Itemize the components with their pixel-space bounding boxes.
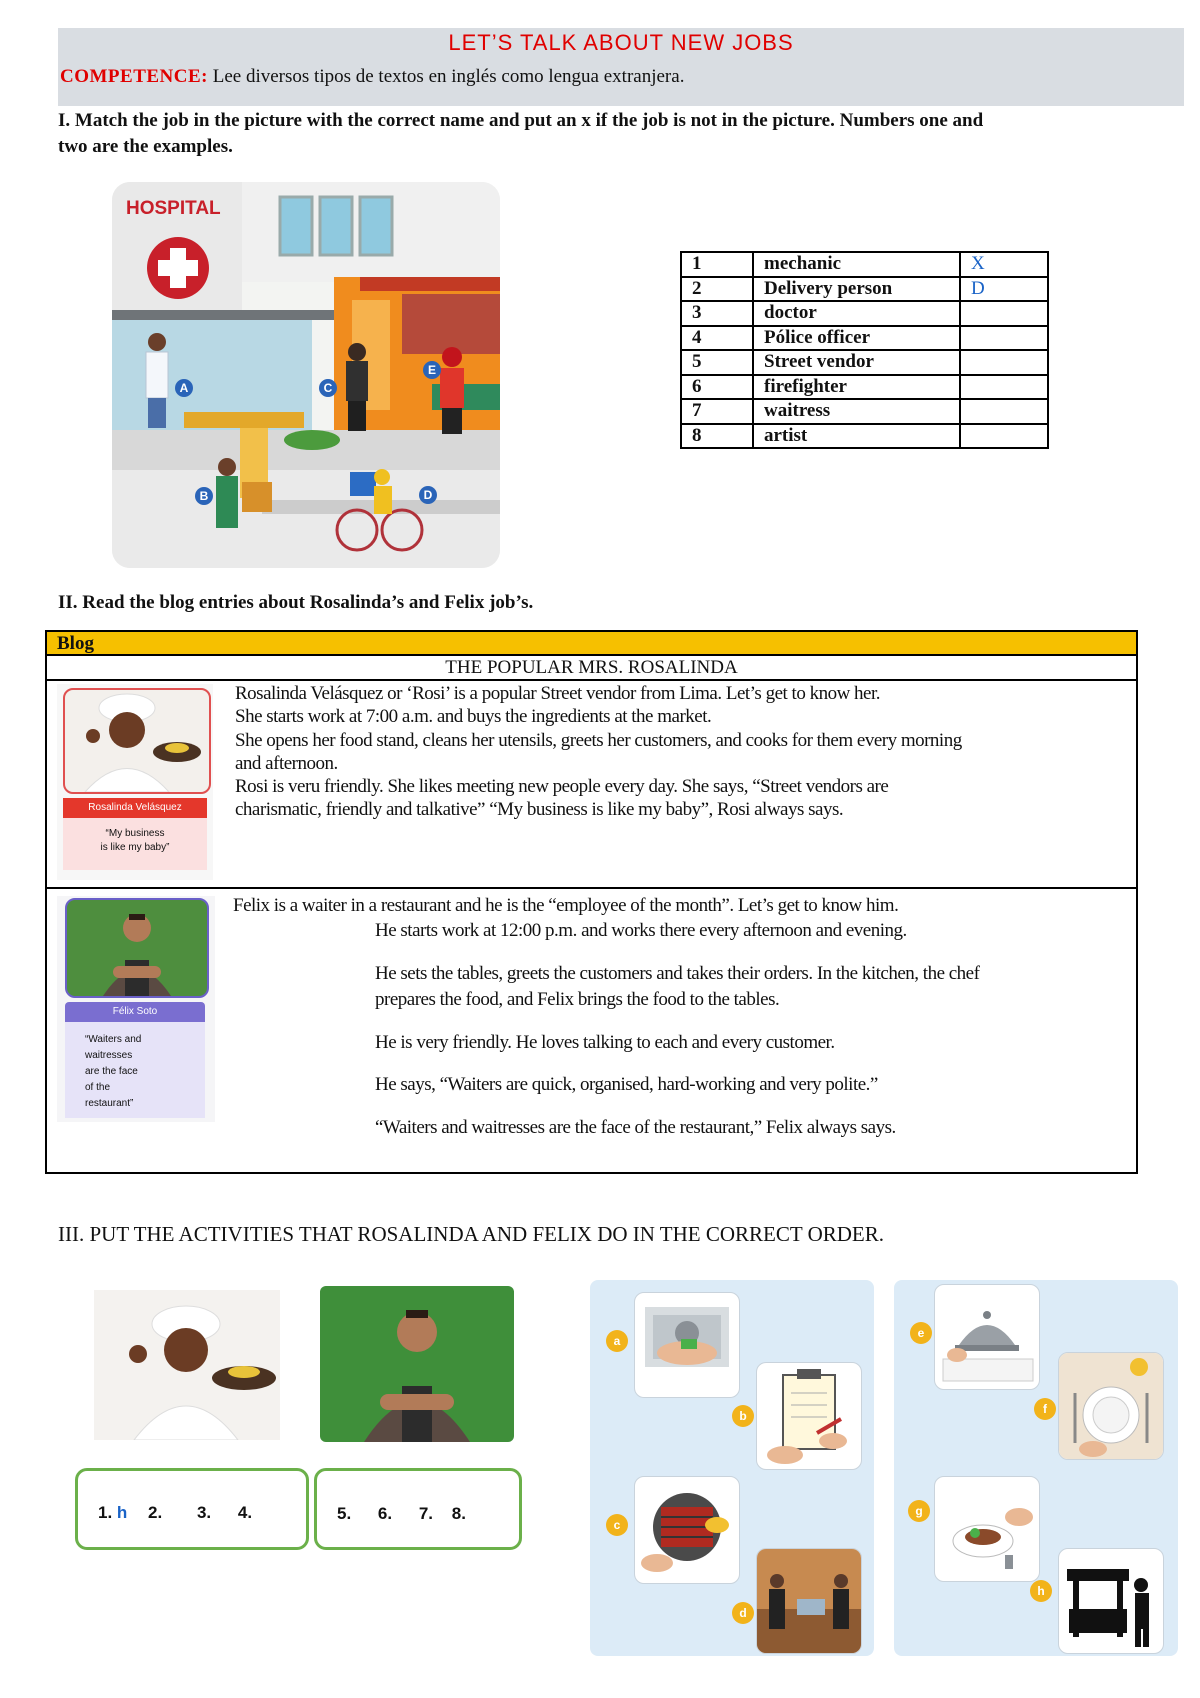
answer-cell[interactable] [960,399,1048,424]
job-name: waitress [753,399,960,424]
row-number: 6 [681,375,753,400]
felix-paragraph-4: He says, “Waiters are quick, organised, hard-working and very polite.” [375,1074,878,1095]
marker-e-label: E [427,363,437,377]
rosalinda-quote-line: “My business [105,828,165,839]
activity-badge-g: g [908,1500,930,1522]
felix-paragraph-2a: He sets the tables, greets the customers and takes their orders. In the kitchen, the chef [375,963,980,984]
felix-quote-line: are the face [85,1066,138,1077]
answer-row [98,1503,252,1523]
felix-intro: Felix is a waiter in a restaurant and he is the “employee of the month”. Let’s get to know him. [233,895,899,916]
row-number: 7 [681,399,753,424]
section1-instruction-2: two are the examples. [58,136,233,157]
activity-card-b [756,1362,862,1470]
activities-panel-left [590,1280,874,1656]
competence-text: Lee diversos tipos de textos en inglés como lengua extranjera. [212,66,685,87]
row-number: 4 [681,326,753,351]
answer-number: 2. [148,1503,163,1522]
activity-badge-e-label: e [910,1322,932,1344]
answer-cell[interactable] [960,375,1048,400]
answer-number: 8. [451,1504,466,1523]
felix-paragraph-2b: prepares the food, and Felix brings the food to the tables. [375,989,780,1010]
rosalinda-text [235,682,1135,822]
section3-instruction: III. PUT THE ACTIVITIES THAT ROSALINDA AND FELIX DO IN THE CORRECT ORDER. [58,1222,885,1246]
row-number: 8 [681,424,753,449]
activity-badge-h: h [1030,1580,1052,1602]
job-name: doctor [753,301,960,326]
blog-box [45,630,1138,1174]
answer-box-felix [314,1468,522,1550]
rosalinda-activity-photo [94,1290,280,1440]
rosalinda-line: She opens her food stand, cleans her utensils, greets her customers, and cooks for them every morning [235,729,962,751]
felix-paragraph-3: He is very friendly. He loves talking to each and every customer. [375,1032,835,1053]
answer-cell[interactable] [960,301,1048,326]
table-row [681,277,1048,302]
job-name: Pólice officer [753,326,960,351]
rosalinda-card-quote [63,818,207,870]
activity-card-e [934,1284,1040,1390]
felix-card-quote [65,1022,205,1118]
activity-card-g [934,1476,1040,1582]
marker-a-label: A [179,381,189,395]
worksheet-title: LET’S TALK ABOUT NEW JOBS [448,30,794,55]
activity-card-a [634,1292,740,1398]
blog-divider [47,887,1136,889]
rosalinda-card-name: Rosalinda Velásquez [63,798,207,818]
felix-quote-line: restaurant” [85,1098,134,1109]
rosalinda-line: and afternoon. [235,752,338,774]
table-row [681,350,1048,375]
table-row [681,301,1048,326]
activity-card-f [1058,1352,1164,1460]
competence-label: COMPETENCE: [60,66,208,87]
answer-cell[interactable] [960,350,1048,375]
answer-cell[interactable]: D [960,277,1048,302]
answer-number: 7. [418,1504,434,1523]
activity-badge-d: d [732,1602,754,1624]
felix-quote-line: of the [85,1082,111,1093]
section2-instruction: II. Read the blog entries about Rosalinda’s and Felix job’s. [58,592,534,613]
rosalinda-quote-line: is like my baby” [100,842,170,853]
table-row [681,424,1048,449]
header-band [58,28,1184,106]
felix-photo [65,898,209,998]
table-row [681,375,1048,400]
marker-b-label: B [199,489,209,503]
jobs-scene-illustration [112,182,500,568]
marker-d-label: D [423,488,433,502]
competence-line [60,66,684,88]
hospital-sign-text: HOSPITAL [126,198,221,219]
job-name: mechanic [753,252,960,277]
blog-title: THE POPULAR MRS. ROSALINDA [47,657,1136,681]
job-name: firefighter [753,375,960,400]
activities-panel-right [894,1280,1178,1656]
activity-card-d [756,1548,862,1654]
felix-quote-line: waitresses [85,1050,133,1061]
activity-badge-c: c [606,1514,628,1536]
felix-paragraph-1: He starts work at 12:00 p.m. and works there every afternoon and evening. [375,920,907,941]
job-name: Delivery person [753,277,960,302]
blog-label: Blog [47,632,1136,656]
felix-card-name: Félix Soto [65,1002,205,1022]
rosalinda-photo [63,688,211,794]
table-row [681,326,1048,351]
felix-quote-line: “Waiters and [85,1034,142,1045]
answer-number: 1. [98,1503,113,1522]
activity-badge-b: b [732,1405,754,1427]
answer-cell[interactable] [960,424,1048,449]
felix-paragraph-5: “Waiters and waitresses are the face of the restaurant,” Felix always says. [375,1117,896,1138]
row-number: 5 [681,350,753,375]
marker-c-label: C [323,381,333,395]
rosalinda-profile-card [57,684,213,880]
activity-card-h [1058,1548,1164,1654]
answer-number: 6. [377,1504,393,1523]
answer-number: 5. [337,1504,352,1523]
table-row [681,252,1048,277]
activity-card-c [634,1476,740,1584]
answer-row [337,1504,466,1524]
answer-input[interactable]: h [116,1503,128,1522]
row-number: 2 [681,277,753,302]
section1-instruction-1: I. Match the job in the picture with the correct name and put an x if the job is not in the picture. Numbers one and [58,110,984,131]
rosalinda-line: charismatic, friendly and talkative” “My business is like my baby”, Rosi always says. [235,799,844,821]
answer-box-rosalinda [75,1468,309,1550]
rosalinda-line: Rosi is veru friendly. She likes meeting new people every day. She says, “Street vendors are [235,776,889,798]
felix-activity-photo [320,1286,514,1442]
activity-badge-a: a [606,1330,628,1352]
rosalinda-line: Rosalinda Velásquez or ‘Rosi’ is a popular Street vendor from Lima. Let’s get to know her. [235,683,881,704]
activity-badge-f: f [1034,1398,1056,1420]
answer-cell[interactable]: X [960,252,1048,277]
answer-cell[interactable] [960,326,1048,351]
answer-number: 3. [196,1503,212,1522]
row-number: 3 [681,301,753,326]
job-name: Street vendor [753,350,960,375]
felix-profile-card [57,896,215,1122]
answer-number: 4. [237,1503,253,1522]
job-name: artist [753,424,960,449]
row-number: 1 [681,252,753,277]
job-matching-table [680,251,1049,449]
table-row [681,399,1048,424]
rosalinda-line: She starts work at 7:00 a.m. and buys the ingredients at the market. [235,706,712,728]
